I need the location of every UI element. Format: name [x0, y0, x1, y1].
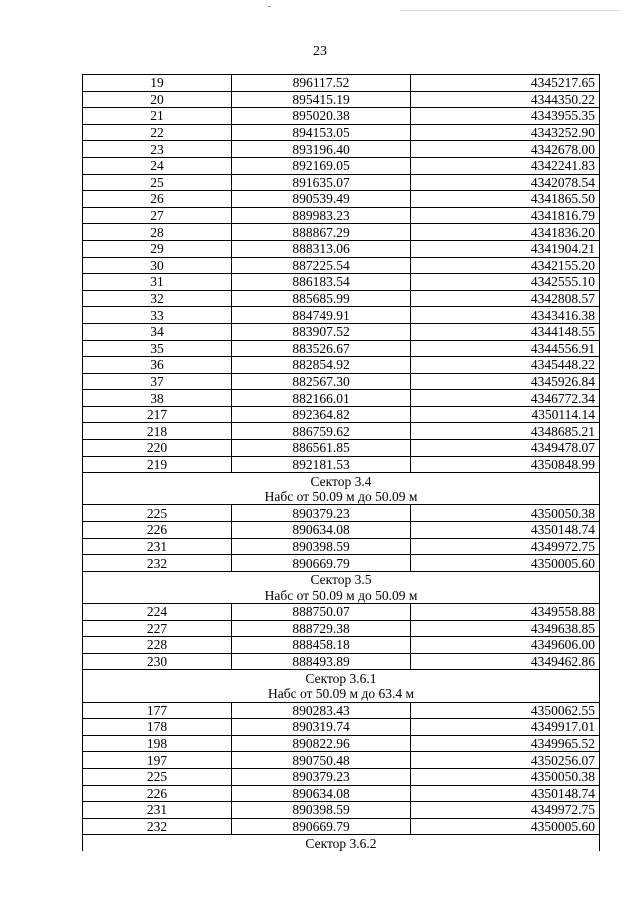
point-number-cell: 26 — [83, 191, 232, 208]
table-row — [83, 620, 600, 637]
sector-range-row — [83, 489, 600, 505]
sector-height-range: Набс от 50.09 м до 50.09 м — [83, 489, 600, 505]
y-coordinate-cell: 4349606.00 — [411, 637, 600, 654]
point-number-cell: 228 — [83, 637, 232, 654]
y-coordinate-cell: 4349972.75 — [411, 802, 600, 819]
point-number-cell: 24 — [83, 157, 232, 174]
table-row — [83, 735, 600, 752]
sector-range-row — [83, 686, 600, 702]
y-coordinate-cell: 4344556.91 — [411, 340, 600, 357]
table-row — [83, 702, 600, 719]
sector-name: Сектор 3.6.1 — [83, 670, 600, 686]
y-coordinate-cell: 4341904.21 — [411, 240, 600, 257]
table-row — [83, 505, 600, 522]
y-coordinate-cell: 4345926.84 — [411, 373, 600, 390]
x-coordinate-cell: 886183.54 — [232, 274, 411, 291]
point-number-cell: 225 — [83, 768, 232, 785]
point-number-cell: 28 — [83, 224, 232, 241]
x-coordinate-cell: 892364.82 — [232, 406, 411, 423]
x-coordinate-cell: 895415.19 — [232, 91, 411, 108]
x-coordinate-cell: 890319.74 — [232, 719, 411, 736]
x-coordinate-cell: 890379.23 — [232, 505, 411, 522]
point-number-cell: 22 — [83, 124, 232, 141]
x-coordinate-cell: 889983.23 — [232, 207, 411, 224]
y-coordinate-cell: 4350050.38 — [411, 505, 600, 522]
x-coordinate-cell: 894153.05 — [232, 124, 411, 141]
table-row — [83, 555, 600, 572]
y-coordinate-cell: 4348685.21 — [411, 423, 600, 440]
y-coordinate-cell: 4341865.50 — [411, 191, 600, 208]
sector-name: Сектор 3.5 — [83, 571, 600, 587]
x-coordinate-cell: 890669.79 — [232, 555, 411, 572]
table-row — [83, 768, 600, 785]
y-coordinate-cell: 4346772.34 — [411, 390, 600, 407]
y-coordinate-cell: 4349638.85 — [411, 620, 600, 637]
point-number-cell: 226 — [83, 522, 232, 539]
x-coordinate-cell: 882854.92 — [232, 357, 411, 374]
coordinates-table-body — [83, 75, 600, 851]
point-number-cell: 23 — [83, 141, 232, 158]
page-number: 23 — [313, 44, 327, 59]
x-coordinate-cell: 883907.52 — [232, 323, 411, 340]
table-row — [83, 653, 600, 670]
x-coordinate-cell: 886759.62 — [232, 423, 411, 440]
y-coordinate-cell: 4341836.20 — [411, 224, 600, 241]
x-coordinate-cell: 883526.67 — [232, 340, 411, 357]
table-row — [83, 785, 600, 802]
point-number-cell: 227 — [83, 620, 232, 637]
y-coordinate-cell: 4343416.38 — [411, 307, 600, 324]
table-row — [83, 240, 600, 257]
point-number-cell: 19 — [83, 75, 232, 92]
point-number-cell: 225 — [83, 505, 232, 522]
table-row — [83, 323, 600, 340]
table-row — [83, 423, 600, 440]
sector-name: Сектор 3.4 — [83, 473, 600, 489]
table-row — [83, 174, 600, 191]
x-coordinate-cell: 887225.54 — [232, 257, 411, 274]
sector-height-range: Набс от 50.09 м до 63.4 м — [83, 686, 600, 702]
table-row — [83, 440, 600, 457]
point-number-cell: 29 — [83, 240, 232, 257]
y-coordinate-cell: 4350050.38 — [411, 768, 600, 785]
table-row — [83, 719, 600, 736]
x-coordinate-cell: 892181.53 — [232, 456, 411, 473]
y-coordinate-cell: 4349558.88 — [411, 604, 600, 621]
y-coordinate-cell: 4350005.60 — [411, 818, 600, 835]
point-number-cell: 30 — [83, 257, 232, 274]
point-number-cell: 20 — [83, 91, 232, 108]
x-coordinate-cell: 882166.01 — [232, 390, 411, 407]
y-coordinate-cell: 4344350.22 — [411, 91, 600, 108]
y-coordinate-cell: 4343252.90 — [411, 124, 600, 141]
table-row — [83, 290, 600, 307]
point-number-cell: 220 — [83, 440, 232, 457]
y-coordinate-cell: 4345217.65 — [411, 75, 600, 92]
y-coordinate-cell: 4349965.52 — [411, 735, 600, 752]
point-number-cell: 218 — [83, 423, 232, 440]
sector-heading-row — [83, 670, 600, 686]
table-row — [83, 274, 600, 291]
table-row — [83, 357, 600, 374]
table-row — [83, 224, 600, 241]
y-coordinate-cell: 4350148.74 — [411, 785, 600, 802]
x-coordinate-cell: 890539.49 — [232, 191, 411, 208]
point-number-cell: 224 — [83, 604, 232, 621]
table-row — [83, 307, 600, 324]
x-coordinate-cell: 885685.99 — [232, 290, 411, 307]
sector-heading-row — [83, 835, 600, 851]
x-coordinate-cell: 895020.38 — [232, 108, 411, 125]
x-coordinate-cell: 893196.40 — [232, 141, 411, 158]
x-coordinate-cell: 890398.59 — [232, 538, 411, 555]
y-coordinate-cell: 4342241.83 — [411, 157, 600, 174]
x-coordinate-cell: 896117.52 — [232, 75, 411, 92]
y-coordinate-cell: 4342678.00 — [411, 141, 600, 158]
x-coordinate-cell: 882567.30 — [232, 373, 411, 390]
table-row — [83, 752, 600, 769]
x-coordinate-cell: 890822.96 — [232, 735, 411, 752]
y-coordinate-cell: 4344148.55 — [411, 323, 600, 340]
table-row — [83, 456, 600, 473]
point-number-cell: 32 — [83, 290, 232, 307]
point-number-cell: 34 — [83, 323, 232, 340]
y-coordinate-cell: 4341816.79 — [411, 207, 600, 224]
x-coordinate-cell: 890634.08 — [232, 522, 411, 539]
point-number-cell: 231 — [83, 802, 232, 819]
coordinates-table — [82, 74, 600, 851]
point-number-cell: 219 — [83, 456, 232, 473]
y-coordinate-cell: 4350256.07 — [411, 752, 600, 769]
x-coordinate-cell: 890398.59 — [232, 802, 411, 819]
point-number-cell: 37 — [83, 373, 232, 390]
y-coordinate-cell: 4342078.54 — [411, 174, 600, 191]
x-coordinate-cell: 888493.89 — [232, 653, 411, 670]
table-row — [83, 108, 600, 125]
point-number-cell: 21 — [83, 108, 232, 125]
point-number-cell: 231 — [83, 538, 232, 555]
x-coordinate-cell: 886561.85 — [232, 440, 411, 457]
point-number-cell: 217 — [83, 406, 232, 423]
point-number-cell: 178 — [83, 719, 232, 736]
table-row — [83, 406, 600, 423]
point-number-cell: 230 — [83, 653, 232, 670]
point-number-cell: 177 — [83, 702, 232, 719]
table-row — [83, 191, 600, 208]
y-coordinate-cell: 4349917.01 — [411, 719, 600, 736]
x-coordinate-cell: 892169.05 — [232, 157, 411, 174]
y-coordinate-cell: 4343955.35 — [411, 108, 600, 125]
table-row — [83, 141, 600, 158]
point-number-cell: 35 — [83, 340, 232, 357]
y-coordinate-cell: 4349972.75 — [411, 538, 600, 555]
sector-height-range: Набс от 50.09 м до 50.09 м — [83, 587, 600, 603]
point-number-cell: 31 — [83, 274, 232, 291]
y-coordinate-cell: 4342155.20 — [411, 257, 600, 274]
point-number-cell: 198 — [83, 735, 232, 752]
sector-name: Сектор 3.6.2 — [83, 835, 600, 851]
x-coordinate-cell: 888313.06 — [232, 240, 411, 257]
y-coordinate-cell: 4350005.60 — [411, 555, 600, 572]
table-row — [83, 257, 600, 274]
table-row — [83, 390, 600, 407]
table-row — [83, 207, 600, 224]
y-coordinate-cell: 4345448.22 — [411, 357, 600, 374]
x-coordinate-cell: 888729.38 — [232, 620, 411, 637]
scan-line — [400, 10, 620, 11]
y-coordinate-cell: 4350114.14 — [411, 406, 600, 423]
x-coordinate-cell: 890283.43 — [232, 702, 411, 719]
x-coordinate-cell: 891635.07 — [232, 174, 411, 191]
point-number-cell: 197 — [83, 752, 232, 769]
y-coordinate-cell: 4349462.86 — [411, 653, 600, 670]
x-coordinate-cell: 890634.08 — [232, 785, 411, 802]
table-row — [83, 637, 600, 654]
table-row — [83, 802, 600, 819]
scan-mark — [268, 6, 271, 7]
table-row — [83, 538, 600, 555]
table-row — [83, 340, 600, 357]
y-coordinate-cell: 4350148.74 — [411, 522, 600, 539]
x-coordinate-cell: 888867.29 — [232, 224, 411, 241]
point-number-cell: 33 — [83, 307, 232, 324]
point-number-cell: 27 — [83, 207, 232, 224]
table-row — [83, 818, 600, 835]
y-coordinate-cell: 4349478.07 — [411, 440, 600, 457]
x-coordinate-cell: 890379.23 — [232, 768, 411, 785]
point-number-cell: 232 — [83, 555, 232, 572]
y-coordinate-cell: 4350062.55 — [411, 702, 600, 719]
y-coordinate-cell: 4342808.57 — [411, 290, 600, 307]
table-row — [83, 604, 600, 621]
y-coordinate-cell: 4350848.99 — [411, 456, 600, 473]
x-coordinate-cell: 888458.18 — [232, 637, 411, 654]
sector-heading-row — [83, 473, 600, 489]
table-row — [83, 373, 600, 390]
y-coordinate-cell: 4342555.10 — [411, 274, 600, 291]
x-coordinate-cell: 888750.07 — [232, 604, 411, 621]
point-number-cell: 36 — [83, 357, 232, 374]
point-number-cell: 232 — [83, 818, 232, 835]
point-number-cell: 38 — [83, 390, 232, 407]
x-coordinate-cell: 890750.48 — [232, 752, 411, 769]
x-coordinate-cell: 884749.91 — [232, 307, 411, 324]
table-row — [83, 75, 600, 92]
sector-range-row — [83, 587, 600, 603]
table-row — [83, 124, 600, 141]
sector-heading-row — [83, 571, 600, 587]
x-coordinate-cell: 890669.79 — [232, 818, 411, 835]
table-row — [83, 157, 600, 174]
point-number-cell: 25 — [83, 174, 232, 191]
point-number-cell: 226 — [83, 785, 232, 802]
table-row — [83, 91, 600, 108]
table-row — [83, 522, 600, 539]
